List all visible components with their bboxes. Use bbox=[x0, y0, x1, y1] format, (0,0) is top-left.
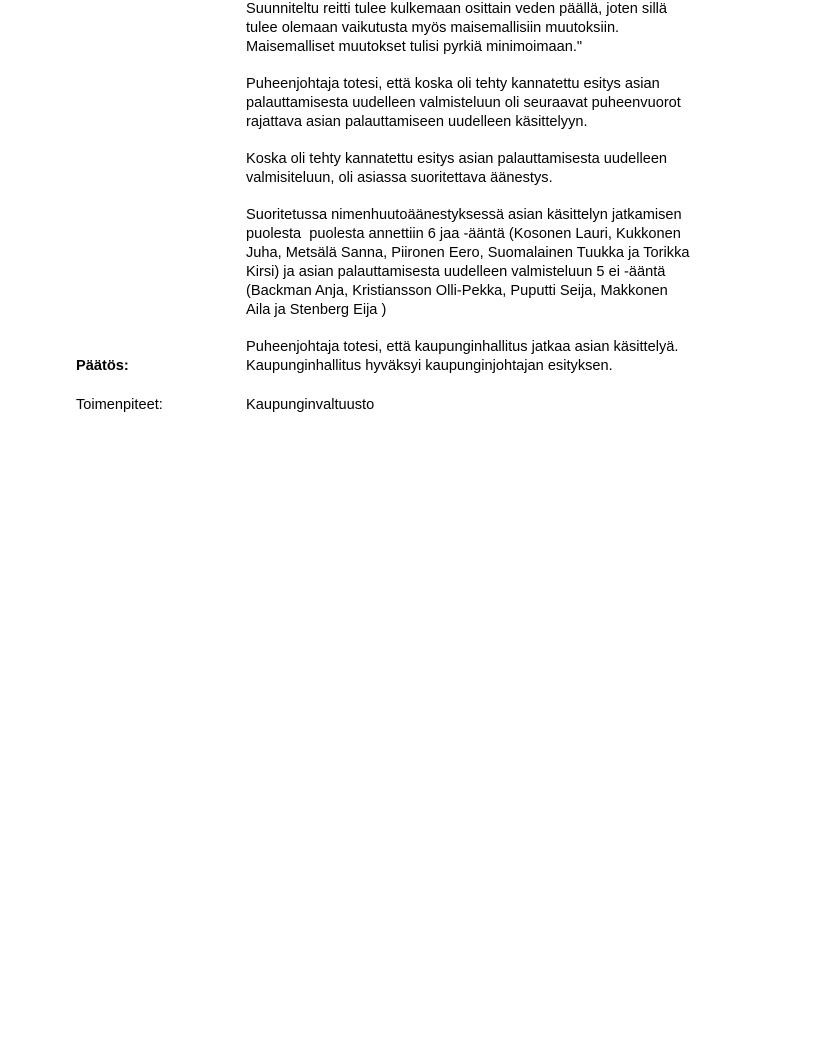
text-line: Koska oli tehty kannatettu esitys asian palauttamisesta uudelleen bbox=[246, 151, 668, 167]
text-line: Suunniteltu reitti tulee kulkemaan osittain veden päällä, joten sillä bbox=[246, 1, 668, 17]
text-line: palauttamisesta uudelleen valmisteluun oli seuraavat puheenvuorot bbox=[246, 95, 681, 111]
paragraph-chair-statement bbox=[246, 75, 746, 132]
paragraph-decision bbox=[246, 338, 746, 376]
minutes-body bbox=[246, 0, 746, 394]
text-line: (Backman Anja, Kristiansson Olli-Pekka, Puputti Seija, Makkonen bbox=[246, 283, 668, 299]
actions-label: Toimenpiteet: bbox=[76, 397, 163, 413]
text-line: Aila ja Stenberg Eija ) bbox=[246, 302, 387, 318]
text-line: Suoritetussa nimenhuutoäänestyksessä asian käsittelyn jatkamisen bbox=[246, 207, 682, 223]
text-line: Puheenjohtaja totesi, että koska oli tehty kannatettu esitys asian bbox=[246, 76, 660, 92]
text-line: valmisiteluun, oli asiassa suoritettava äänestys. bbox=[246, 170, 553, 186]
text-line: rajattava asian palauttamiseen uudelleen käsittelyyn. bbox=[246, 114, 588, 130]
text-line: Maisemalliset muutokset tulisi pyrkiä minimoimaan." bbox=[246, 39, 583, 55]
text-line: Kaupunginhallitus hyväksyi kaupunginjohtajan esityksen. bbox=[246, 358, 613, 374]
paragraph-route-quote bbox=[246, 0, 746, 57]
text-line: puolesta puolesta annettiin 6 jaa -ääntä (Kosonen Lauri, Kukkonen bbox=[246, 226, 681, 242]
actions-value: Kaupunginvaltuusto bbox=[246, 397, 375, 413]
text-line: Kirsi) ja asian palauttamisesta uudelleen valmisteluun 5 ei -ääntä bbox=[246, 264, 666, 280]
paragraph-vote-required bbox=[246, 150, 746, 188]
text-line: Juha, Metsälä Sanna, Piironen Eero, Suomalainen Tuukka ja Torikka bbox=[246, 245, 690, 261]
text-line: tulee olemaan vaikutusta myös maisemallisiin muutoksiin. bbox=[246, 20, 620, 36]
paragraph-vote-result bbox=[246, 206, 746, 320]
text-line: Puheenjohtaja totesi, että kaupunginhallitus jatkaa asian käsittelyä. bbox=[246, 339, 679, 355]
decision-label: Päätös: bbox=[76, 358, 129, 374]
